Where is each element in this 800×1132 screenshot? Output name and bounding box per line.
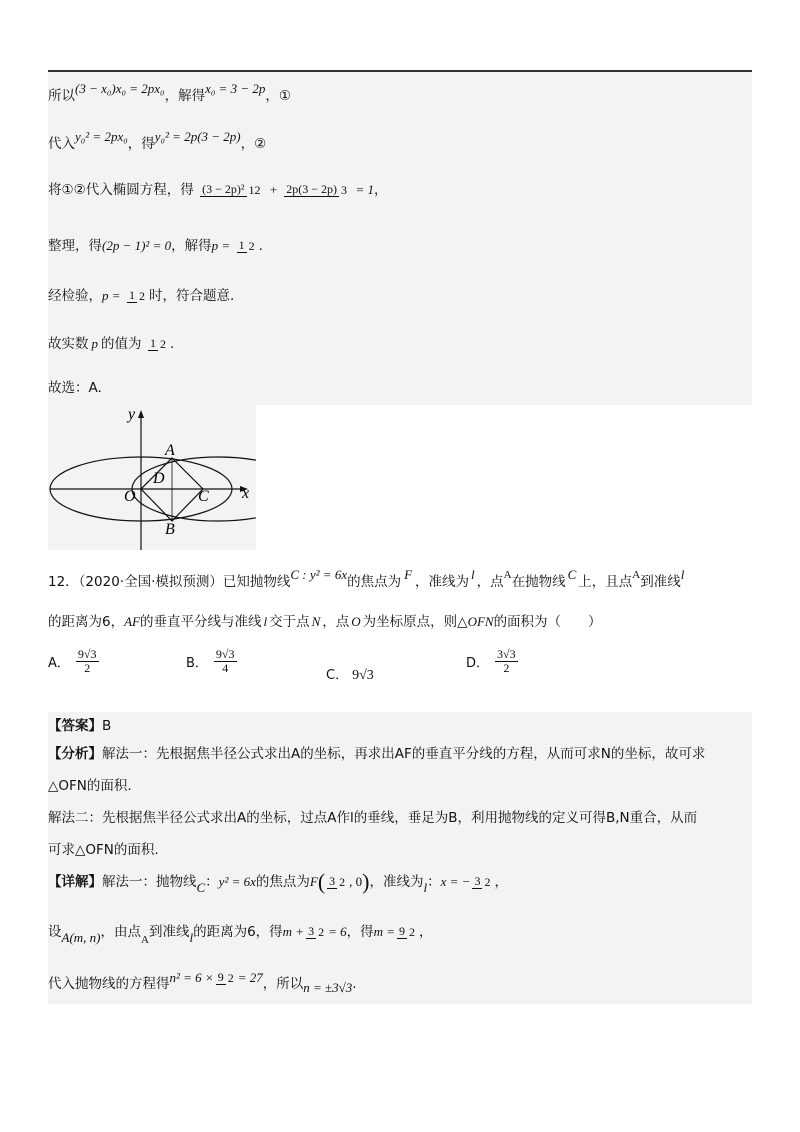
- label-o: O: [124, 488, 136, 505]
- detail-line-3: 代入抛物线的方程得n² = 6 × 9 2 = 27，所以n = ±3√3.: [48, 970, 357, 995]
- diagram-svg: [48, 405, 256, 550]
- sol-line-5: 经检验，p = 1 2 时，符合题意.: [48, 288, 235, 304]
- sol-line-1: 所以(3 − x₀)x₀ = 2px₀，解得x₀ = 3 − 2p，①: [48, 81, 292, 104]
- label-y: y: [128, 406, 136, 423]
- detail-line-1: 【详解】解法一：抛物线C：y² = 6x的焦点为F( 3 2 , 0)，准线为l：x = − 3 2 ，: [48, 869, 508, 895]
- q12-line-2: 的距离为6，AF的垂直平分线与准线 l 交于点 N ，点 O 为坐标原点，则△OFN的面积为（ ）: [48, 614, 602, 630]
- sol-line-4: 整理，得(2p − 1)² = 0，解得p = 1 2 .: [48, 238, 263, 254]
- q12-line-1: 12．（2020·全国·模拟预测）已知抛物线C : y² = 6x的焦点为 F ，准线为 l ，点A在抛物线 C 上，且点A到准线l: [48, 567, 685, 590]
- detail-line-2: 设A(m, n)，由点A到准线l的距离为6，得m + 3 2 = 6，得m = 9 2 ，: [48, 924, 433, 946]
- option-a[interactable]: A． $\frac{9√3}{2}$: [48, 647, 97, 675]
- answer-line: 【答案】B: [48, 718, 112, 734]
- label-c: C: [198, 488, 209, 505]
- label-x: x: [242, 485, 250, 502]
- analysis-line-4: 可求△OFN的面积.: [48, 842, 159, 858]
- label-a: A: [165, 442, 175, 459]
- analysis-line-1: 【分析】解法一：先根据焦半径公式求出A的坐标，再求出AF的垂直平分线的方程，从而可求N的坐标，故可求: [48, 746, 706, 762]
- analysis-line-2: △OFN的面积.: [48, 778, 132, 794]
- ellipse-diagram: [48, 405, 256, 550]
- option-d[interactable]: D． $\frac{3√3}{2}$: [466, 647, 516, 675]
- sol-line-7: 故选：A.: [48, 380, 102, 396]
- label-d: D: [153, 470, 165, 487]
- sol-line-3: 将①②代入椭圆方程，得 (3 − 2p)² 12 + 2p(3 − 2p) 3 = 1，: [48, 182, 388, 198]
- sol-line-2: 代入y₀² = 2px₀，得y₀² = 2p(3 − 2p)，②: [48, 129, 267, 152]
- label-b: B: [165, 521, 175, 538]
- y-axis-arrow: [138, 410, 144, 418]
- sol-line-6: 故实数 p 的值为 1 2 .: [48, 336, 175, 352]
- option-c[interactable]: C． 9√3: [326, 668, 374, 683]
- option-b[interactable]: B． $\frac{9√3}{4}$: [186, 647, 235, 675]
- analysis-line-3: 解法二：先根据焦半径公式求出A的坐标，过点A作l的垂线，垂足为B，利用抛物线的定义可得B,N重合，从而: [48, 810, 698, 826]
